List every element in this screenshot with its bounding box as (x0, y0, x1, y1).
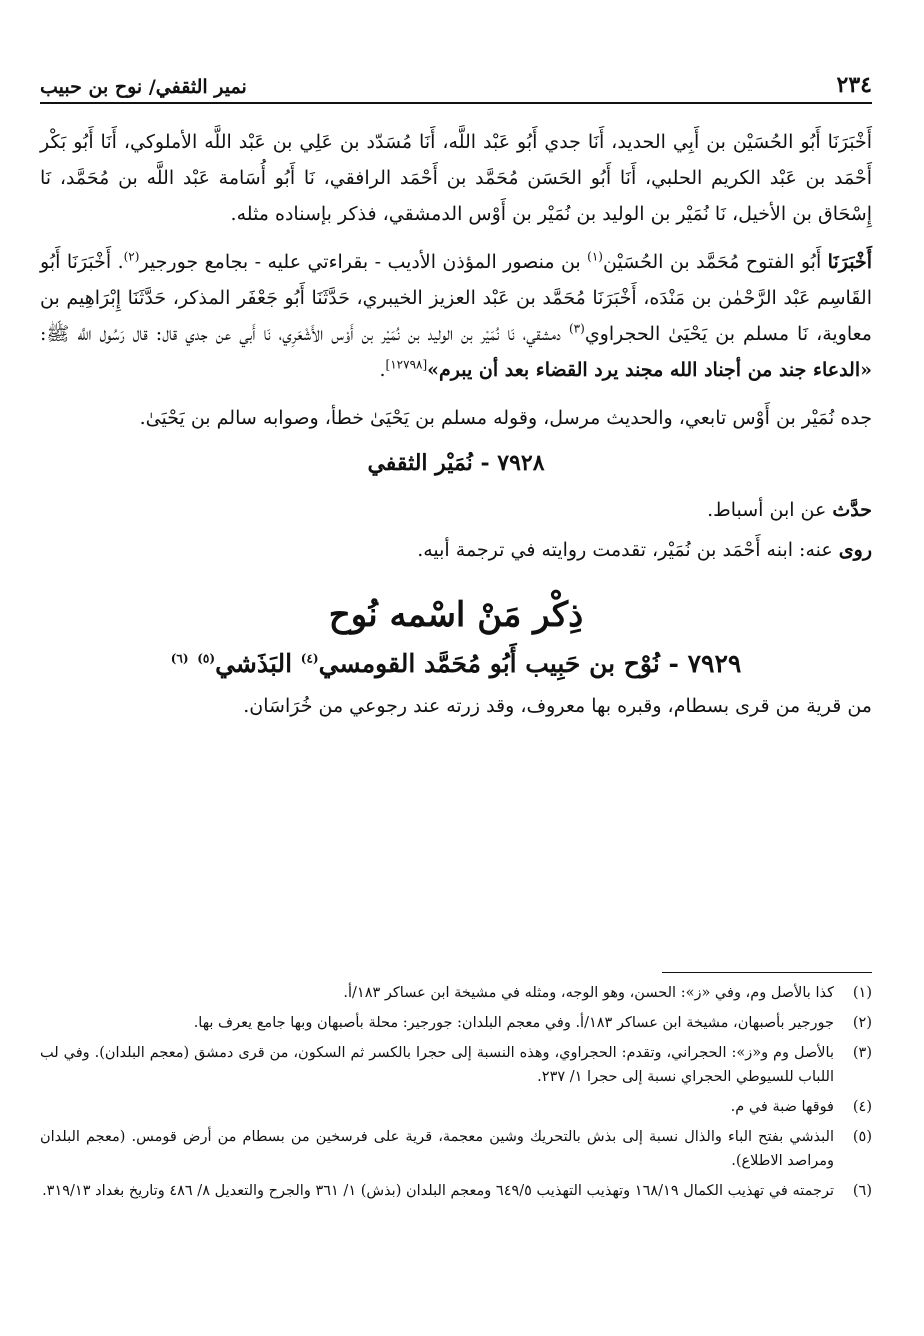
entry-7928-title: ٧٩٢٨ - نُمَيْر الثقفي (367, 450, 545, 476)
footnote-item (40, 981, 872, 1005)
footnote-text: البذشي بفتح الباء والذال نسبة إلى بذش بالتحريك وشين معجمة، قرية على فرسخين من بسطام من أرض قومس. (معجم البلدان ومراصد الاطلاع). (40, 1129, 834, 1169)
footnote-text: كذا بالأصل وم، وفي «ز»: الحسن، وهو الوجه، ومثله في مشيخة ابن عساكر ١٨٣/أ. (343, 985, 834, 1001)
footnote-ref-4: (٤) (300, 651, 319, 666)
footnote-number: (١) (852, 985, 872, 1001)
paragraph-isnad-1: أَخْبَرَنَا أَبُو الحُسَيْن بن أَبِي الحديد، أَنَا جدي أَبُو عَبْد اللَّه، أَنَا مُسَدّد بن عَلِي بن عَبْد اللَّه الأملوكي، أَنَا أَبُو بَكْر أَحْمَد بن عَبْد الكريم الحلبي، أَنَا أَبُو الحَسَن مُحَمَّد بن أَحْمَد الرافقي، نَا أَبُو أُسَامة عَبْد اللَّه بن مُحَمَّد، نَا إِسْحَاق بن الأخيل، نَا نُمَيْر بن الوليد بن نُمَيْر بن أَوْس الدمشقي، فذكر بإسناده مثله. (40, 131, 872, 225)
haddath-lead: حدَّث (832, 499, 872, 521)
section-title: ذِكْر مَنْ اسْمه نُوح (328, 595, 584, 635)
entry-7928-line-1-text: عن ابن أسباط. (707, 499, 833, 521)
rawa-lead: روى (838, 539, 872, 561)
page-number: ٢٣٤ (836, 72, 872, 98)
footnote-item (40, 1041, 872, 1089)
footnote-ref-6: (٦) (170, 651, 189, 666)
footnote-text: ترجمته في تهذيب الكمال ١٦٨/١٩ وتهذيب التهذيب ٦٤٩/٥ ومعجم البلدان (بذش) ١/ ٣٦١ والجرح والتعديل ٨/ ٤٨٦ وتاريخ بغداد ٣١٩/١٣. (42, 1183, 834, 1199)
para2-text-3: . أَخْبَرَنَا أَبُو القَاسِم عَبْد الرَّحْمٰن بن مَنْدَه، أَخْبَرَنَا مُحَمَّد بن عَبْد العزيز الخيبري، حَدَّثَنَا أَبُو جَعْفَر المذكر، حَدَّثَنَا إِبْرَاهِيم بن معاوية، نَا مسلم بن يَحْيَىٰ الحجراوي (40, 251, 872, 345)
footnote-item (40, 1011, 872, 1035)
footnote-number: (٥) (852, 1129, 872, 1145)
para2-text-2: بن منصور المؤذن الأديب - بقراءتي عليه - بجامع جورجير (139, 251, 588, 273)
entry-7929-title-main: ٧٩٢٩ - نُوْح بن حَبِيب أَبُو مُحَمَّد القومسي (318, 649, 742, 678)
footnote-number: (٢) (852, 1015, 872, 1031)
running-title: نمير الثقفي/ نوح بن حبيب (40, 76, 247, 98)
entry-7929-title (40, 644, 872, 684)
hadith-text: «الدعاء جند من أجناد الله مجند يرد القضاء بعد أن يبرم» (427, 359, 872, 381)
para2-text-4: دمشقي، نَا نُمَيْر بن الوليد بن نُمَيْر بن أَوْس الأَشْعَرِي، نَا أَبي عن جدي قال: قال رَسُول اللَّه ﷺ: (40, 323, 569, 345)
entry-7928-line-2 (40, 530, 872, 570)
paragraph-commentary: جده نُمَيْر بن أَوْس تابعي، والحديث مرسل، وقوله مسلم بن يَحْيَىٰ خطأ، وصوابه سالم بن يَحْيَىٰ. (139, 407, 872, 429)
footnotes (40, 972, 872, 1209)
footnote-divider (662, 972, 872, 973)
hadith-number: [١٢٧٩٨] (385, 357, 428, 372)
footnote-number: (٤) (852, 1099, 872, 1115)
paragraph-isnad-2 (40, 244, 872, 388)
para2-text-1: أَبُو الفتوح مُحَمَّد بن الحُسَيْن (602, 251, 828, 273)
footnote-ref-2: (٢) (123, 249, 140, 264)
footnote-item (40, 1125, 872, 1173)
akhbarana-lead: أَخْبَرَنَا (827, 251, 872, 273)
footnote-ref-1: (١) (587, 249, 603, 264)
entry-7928-line-1 (40, 490, 872, 530)
para2-end: . (379, 359, 386, 381)
footnote-item (40, 1095, 872, 1119)
page-header (40, 58, 872, 104)
footnote-number: (٣) (852, 1045, 872, 1061)
footnote-text: فوقها ضبة في م. (730, 1099, 834, 1115)
entry-7928-line-2-text: عنه: ابنه أَحْمَد بن نُمَيْر، تقدمت روايته في ترجمة أبيه. (417, 539, 839, 561)
footnote-text: جورجير بأصبهان، مشيخة ابن عساكر ١٨٣/أ. وفي معجم البلدان: جورجير: محلة بأصبهان وبها جامع يعرف بها. (193, 1015, 834, 1031)
footnote-number: (٦) (852, 1183, 872, 1199)
footnote-ref-3: (٣) (568, 321, 585, 336)
footnote-item (40, 1179, 872, 1203)
footnote-ref-5: (٥) (197, 651, 216, 666)
entry-7929-title-nisba: البَذَشي (215, 649, 301, 678)
entry-7929-text: من قرية من قرى بسطام، وقبره بها معروف، وقد زرته عند رجوعي من خُرَاسَان. (243, 695, 872, 717)
footnote-text: بالأصل وم و«ز»: الحجراني، وتقدم: الحجراوي، وهذه النسبة إلى حجرا بالكسر ثم السكون، من قرى دمشق (معجم البلدان). وفي لب اللباب للسيوطي الحجراي نسبة إلى حجرا ١/ ٢٣٧. (40, 1045, 834, 1085)
main-text (40, 124, 872, 726)
